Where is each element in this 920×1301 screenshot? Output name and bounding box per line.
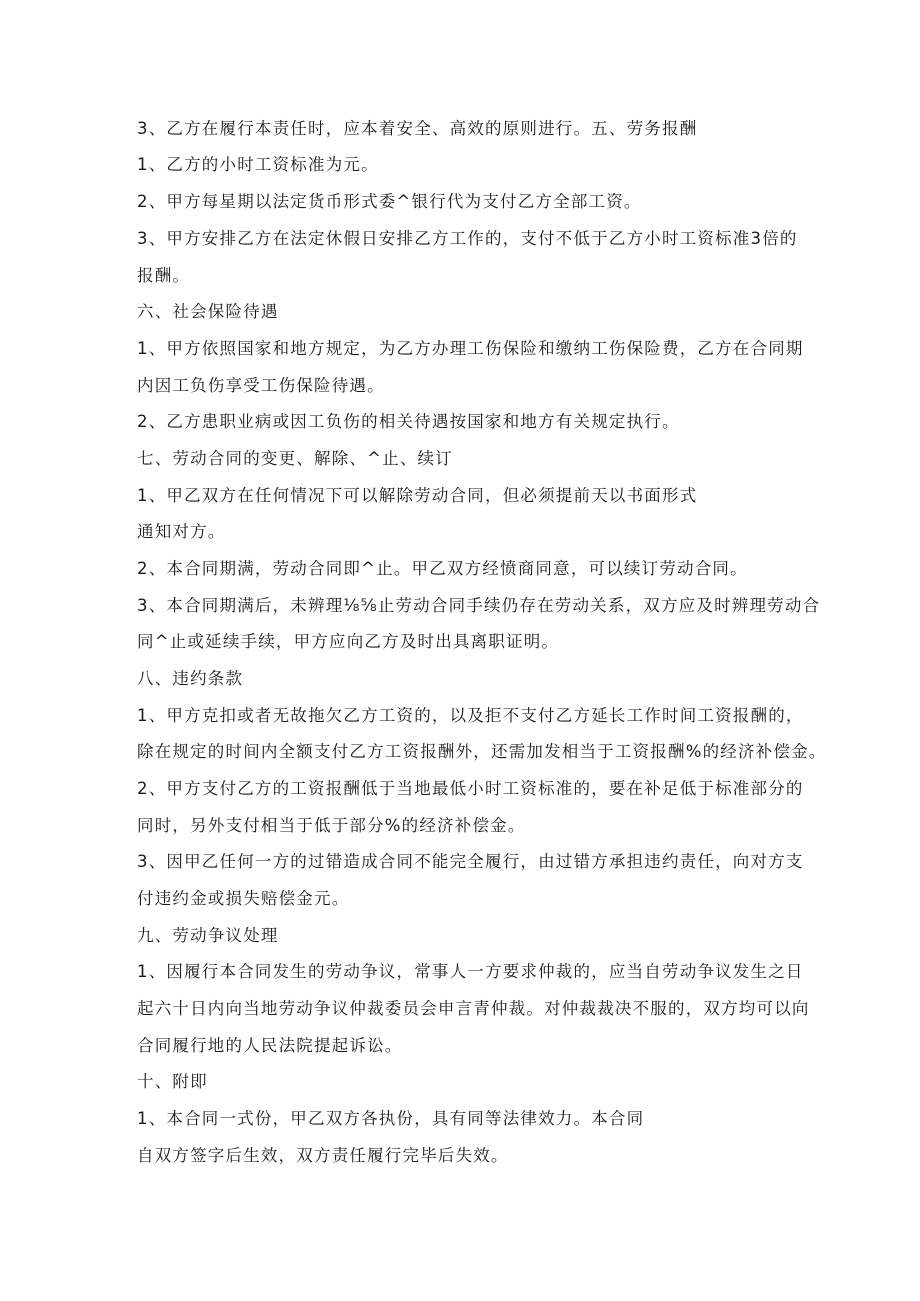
text-line: 2、甲方每星期以法定货币形式委^银行代为支付乙方全部工资。: [137, 192, 642, 211]
text-line: 1、甲方克扣或者无故拖欠乙方工资的，以及拒不支付乙方延长工作时间工资报酬的，: [137, 706, 804, 725]
text-line: 起六十日内向当地劳动争议仲裁委员会申言青仲裁。对仲裁裁决不服的，双方均可以向: [137, 999, 810, 1018]
text-line: 内因工负伤享受工伤保险待遇。: [137, 376, 385, 395]
text-line: 合同履行地的人民法院提起诉讼。: [137, 1036, 403, 1055]
text-line: 同时，另外支付相当于低于部分%的经济补偿金。: [137, 816, 526, 835]
text-line: 报酬。: [137, 266, 191, 285]
section-heading: 八、违约条款: [137, 669, 244, 688]
text-line: 1、本合同一式份，甲乙双方各执份，具有同等法律效力。本合同: [137, 1109, 645, 1128]
text-line: 3、甲方安排乙方在法定休假日安排乙方工作的，支付不低于乙方小时工资标准3倍的: [137, 229, 798, 248]
section-heading: 十、附即: [137, 1072, 208, 1091]
section-heading: 九、劳动争议处理: [137, 926, 279, 945]
text-line: 2、甲方支付乙方的工资报酬低于当地最低小时工资标准的，要在补足低于标准部分的: [137, 779, 804, 798]
text-line: 2、本合同期满，劳动合同即^止。甲乙双方经愤商同意，可以续订劳动合同。: [137, 559, 748, 578]
text-line: 3、本合同期满后，未辨理⅛⅝止劳动合同手续仍存在劳动关系，双方应及时辨理劳动合: [137, 596, 821, 615]
text-line: 自双方签字后生效，双方责任履行完毕后失效。: [137, 1146, 509, 1165]
text-line: 通知对方。: [137, 522, 226, 541]
section-heading: 七、劳动合同的变更、解除、^止、续订: [137, 449, 453, 468]
text-line: 1、乙方的小时工资标准为元。: [137, 155, 379, 174]
text-line: 3、乙方在履行本责任时，应本着安全、高效的原则进行。五、劳务报酬: [137, 119, 698, 138]
text-line: 2、乙方患职业病或因工负伤的相关待遇按国家和地方有关规定执行。: [137, 412, 680, 431]
text-line: 3、因甲乙任何一方的过错造成合同不能完全履行，由过错方承担违约责任，向对方支: [137, 852, 804, 871]
text-line: 同^止或延续手续，甲方应向乙方及时出具离职证明。: [137, 632, 560, 651]
text-line: 付违约金或损失赔偿金元。: [137, 889, 350, 908]
text-line: 1、甲乙双方在任何情况下可以解除劳动合同，但必须提前天以书面形式: [137, 486, 698, 505]
text-line: 除在规定的时间内全额支付乙方工资报酬外，还需加发相当于工资报酬%的经济补偿金。: [137, 742, 827, 761]
section-heading: 六、社会保险待遇: [137, 302, 279, 321]
text-line: 1、因履行本合同发生的劳动争议，常事人一方要求仲裁的，应当自劳动争议发生之日: [137, 962, 804, 981]
text-line: 1、甲方依照国家和地方规定，为乙方办理工伤保险和缴纳工伤保险费，乙方在合同期: [137, 339, 804, 358]
